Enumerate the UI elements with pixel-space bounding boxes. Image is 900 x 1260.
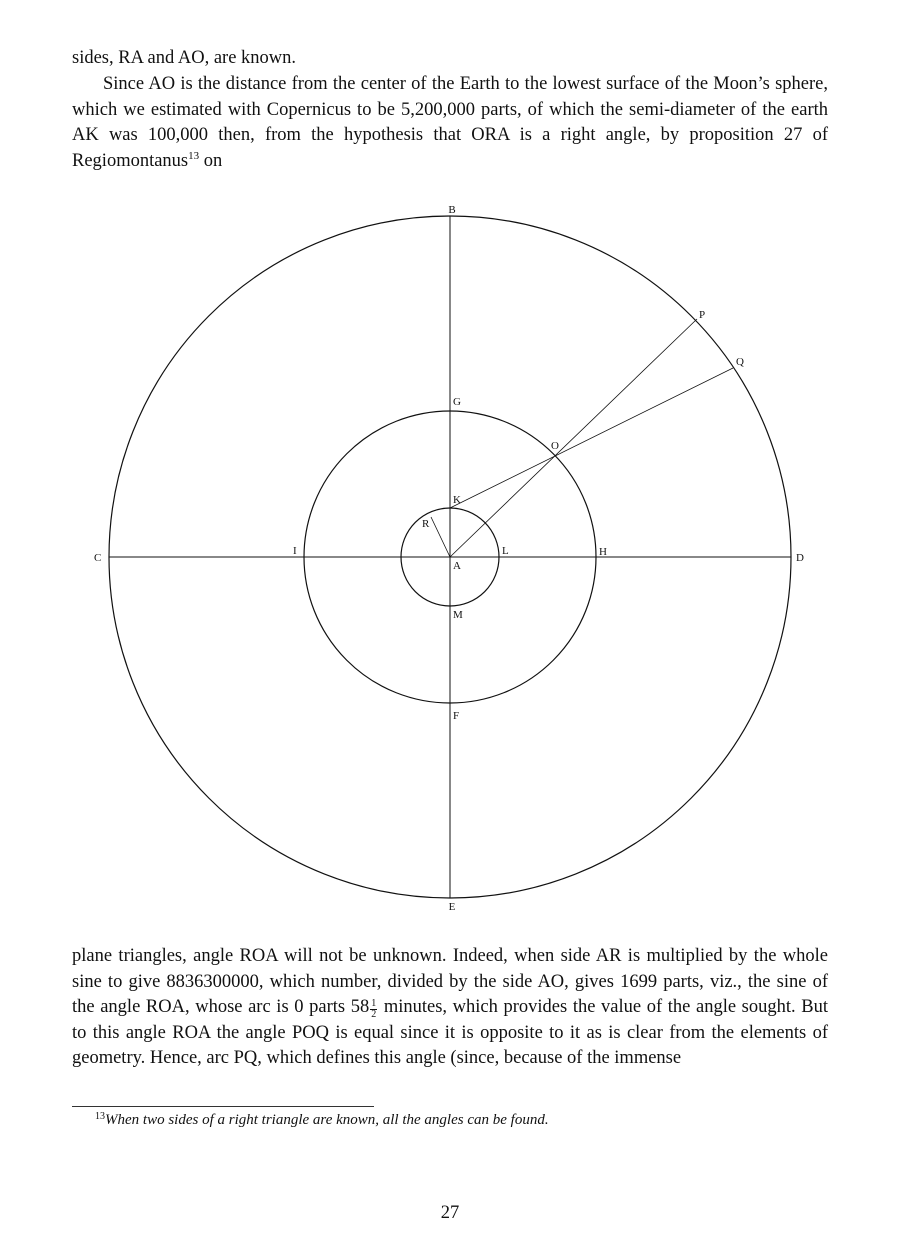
figure-labels (94, 204, 804, 913)
paragraph-1-tail: on (199, 150, 223, 171)
fraction-numerator: 1 (371, 998, 377, 1009)
label-r: R (422, 518, 430, 530)
footnote-number: 13 (95, 1111, 105, 1122)
label-q: Q (736, 356, 744, 368)
figure-svg (0, 195, 900, 920)
label-o: O (551, 440, 559, 452)
paragraph-2-text: plane triangles, angle ROA will not be unknown. Indeed, when side AR is multiplied by the whole sine to give 8836300000, which number, divided by the side AO, gives 1699 parts, viz., the sine of the angle ROA, whose arc is 0 parts 58 (72, 946, 828, 1017)
line-a-r (431, 517, 450, 557)
label-g: G (453, 396, 461, 408)
label-l: L (502, 545, 509, 557)
footnote-reference[interactable]: 13 (188, 149, 200, 162)
line-k-q (450, 368, 733, 508)
opening-line (72, 46, 828, 72)
label-k: K (453, 494, 461, 506)
label-i: I (293, 545, 297, 557)
label-e: E (448, 901, 456, 913)
text-line-1: sides, RA and AO, are known. (72, 48, 297, 68)
label-c: C (94, 552, 102, 564)
label-d: D (796, 552, 804, 564)
paragraph-2 (72, 944, 828, 1072)
label-a: A (453, 560, 461, 572)
label-b: B (448, 204, 456, 216)
footnote-text: When two sides of a right triangle are known, all the angles can be found. (105, 1112, 549, 1128)
paragraph-1 (72, 72, 828, 174)
footnote (95, 1110, 549, 1130)
label-p: P (699, 309, 706, 321)
footnote-divider (72, 1106, 374, 1107)
fraction-one-half (370, 999, 377, 1020)
label-m: M (453, 609, 463, 621)
fraction-denominator: 2 (371, 1009, 377, 1020)
paragraph-2-tail: minutes, which provides the value of the angle sought. But to this angle ROA the angle POQ is equal since it is opposite to it as is clear from the elements of geometry. Hence, arc PQ, which defines this angle (since, because of the immense (72, 997, 828, 1068)
label-h: H (599, 546, 607, 558)
line-a-p (450, 319, 697, 557)
label-f: F (453, 710, 460, 722)
geometric-figure (0, 195, 900, 920)
paragraph-1-text: Since AO is the distance from the center of the Earth to the lowest surface of the Moon’s sphere, which we estimated with Copernicus to be 5,200,000 parts, of which the semi-diameter of the earth AK was 100,000 then, from the hypothesis that ORA is a right angle, by proposition 27 of Regiomontanus (72, 74, 828, 171)
page-number: 27 (440, 1203, 460, 1223)
